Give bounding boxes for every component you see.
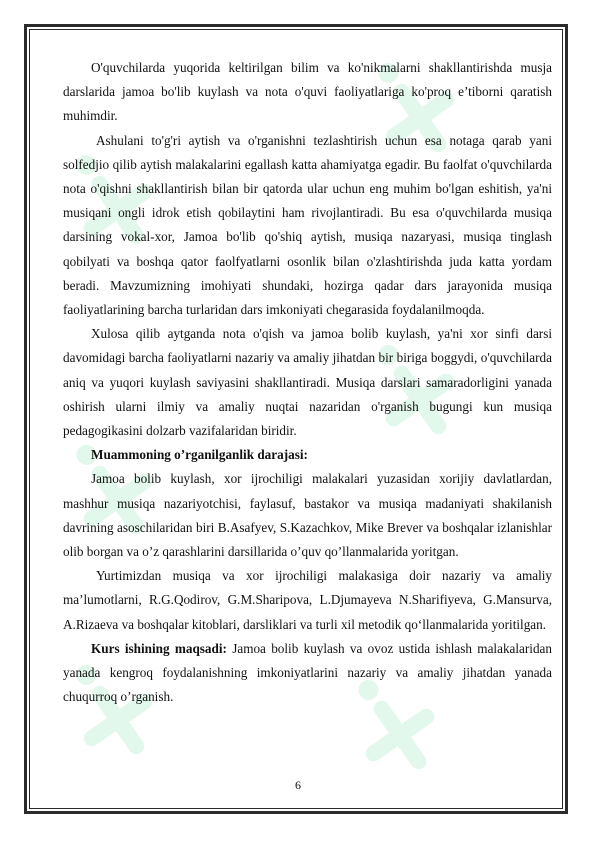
paragraph-solfeggio: Ashulani to'g'ri aytish va o'rganishni tezlashtirish uchun esa notaga qarab yani solfedjio qilib aytish malakalarini egallash katta ahamiyatga egadir. Bu faolfat o'quvchilarda nota o'qishni shakllantirish bilan bir qatorda ular uchun eng muhim bo'lgan eshitish, ya'ni musiqani ongli idrok etish qobilaytini ham rivojlantiradi. Bu esa o'quvchilarda musiqa darsining vokal-xor, Jamoa bo'lib qo'shiq aytish, musiqa nazaryasi, musiqa tinglash qobilyati va boshqa qator faolfyatlarni osonlik bilan o'zlashtirishda juda katta yordam beradi. Mavzumizning imohiyati shundaki, hozirga qadar dars jarayonida musiqa faoliyatlarining barcha turlaridan dars imkoniyati chegarasida foydalanilmoqda. (63, 132, 552, 318)
goal-label: Kurs ishining maqsadi: (91, 640, 227, 656)
paragraph-goal (63, 637, 552, 710)
document-body (63, 56, 552, 709)
paragraph-foreign-research: Jamoa bolib kuylash, xor ijrochiligi malakalari yuzasidan xorijiy davlatlardan, mashhur musiqa nazariyotchisi, faylasuf, bastakor va musiqa madaniyati shakilanish davrining asoschilaridan biri B.Asafyev, S.Kazachkov, Mike Brever va boshqalar izlanishlar olib borgan va o’z qarashlarini darsillarida o’quv qo’llanmalarida yoritgan. (63, 471, 552, 560)
goal-text: Jamoa bolib kuylash va ovoz ustida ishlash malakalaridan yanada kengroq foydalanishning imkoniyatlarini nazariy va amaliy jihatdan yanada chuqurroq o’rganish. (63, 640, 552, 705)
paragraph-conclusion: Xulosa qilib aytganda nota o'qish va jamoa bolib kuylash, ya'ni xor sinfi darsi davomidagi barcha faoliyatlarni nazariy va amaliy jihatdan bir biriga boggydi, o'quvchilarda aniq va yuqori kuylash saviyasini shakllantiradi. Musiqa darslari samaradorligini yanada oshirish ularni ilmiy va amaliy nuqtai nazaridan o'rganish bugungi kun musiqa pedagogikasini dolzarb vazifalaridan biridir. (63, 326, 552, 439)
section-heading: Muammoning o’rganilganlik darajasi: (91, 447, 308, 463)
page-number: 6 (295, 778, 301, 792)
paragraph-local-research: Yurtimizdan musiqa va xor ijrochiligi malakasiga doir nazariy va amaliy ma’lumotlarni, R.G.Qodirov, G.M.Sharipova, L.Djumayeva N.Sharifiyeva, G.Mansurva, A.Rizaeva va boshqalar kitoblari, darsliklari va turli xil metodik qo‘llanmalarida yoritilgan. (63, 568, 552, 632)
paragraph-intro: O'quvchilarda yuqorida keltirilgan bilim va ko'nikmalarni shakllantirishda musja darslarida jamoa bo'lib kuylash va nota o'quvi faoliyatlariga ko'proq e’tiborni qaratish muhimdir. (63, 60, 552, 124)
